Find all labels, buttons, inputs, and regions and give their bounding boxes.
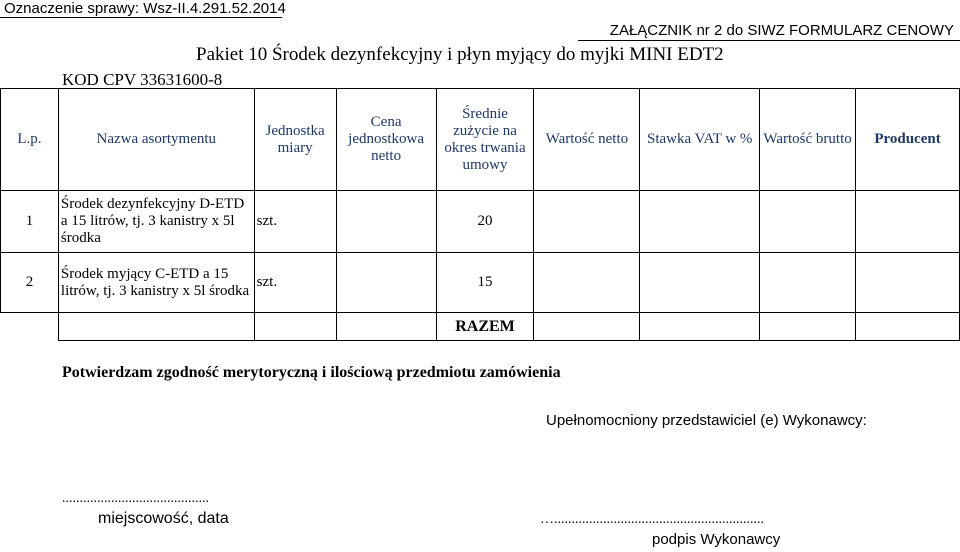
row-avg-usage: 20 bbox=[436, 191, 534, 253]
place-date-label: miejscowość, data bbox=[98, 510, 229, 527]
row-vat-rate[interactable] bbox=[640, 253, 760, 313]
row-gross-value[interactable] bbox=[760, 253, 856, 313]
row-unit-price[interactable] bbox=[336, 191, 436, 253]
signature-label: podpis Wykonawcy bbox=[652, 531, 781, 548]
row-name: Środek myjący C-ETD a 15 litrów, tj. 3 kanistry x 5l środka bbox=[58, 253, 254, 313]
col-header-unit: Jednostka miary bbox=[254, 89, 336, 191]
total-blank-cell bbox=[58, 313, 254, 341]
total-blank-cell bbox=[1, 313, 59, 341]
signature-dots: …............................................................ bbox=[540, 512, 764, 527]
row-avg-usage: 15 bbox=[436, 253, 534, 313]
row-net-value[interactable] bbox=[534, 253, 640, 313]
attachment-underline bbox=[578, 40, 960, 41]
package-title: Pakiet 10 Środek dezynfekcyjny i płyn myjący do myjki MINI EDT2 bbox=[196, 44, 724, 65]
case-reference-underline bbox=[0, 17, 282, 18]
total-blank-cell bbox=[640, 313, 760, 341]
case-reference: Oznaczenie sprawy: Wsz-II.4.291.52.2014 bbox=[4, 0, 286, 17]
cpv-code: KOD CPV 33631600-8 bbox=[62, 70, 223, 89]
row-gross-value[interactable] bbox=[760, 191, 856, 253]
col-header-gross-value: Wartość brutto bbox=[760, 89, 856, 191]
total-gross-value[interactable] bbox=[760, 313, 856, 341]
total-row bbox=[1, 313, 960, 341]
attachment-label: ZAŁĄCZNIK nr 2 do SIWZ FORMULARZ CENOWY bbox=[609, 22, 954, 39]
total-net-value[interactable] bbox=[534, 313, 640, 341]
col-header-producer: Producent bbox=[856, 89, 960, 191]
total-blank-cell bbox=[336, 313, 436, 341]
col-header-lp: L.p. bbox=[1, 89, 59, 191]
row-unit: szt. bbox=[254, 191, 336, 253]
price-table bbox=[0, 88, 960, 341]
row-unit: szt. bbox=[254, 253, 336, 313]
authorized-representative: Upełnomocniony przedstawiciel (e) Wykonawcy: bbox=[546, 412, 867, 429]
place-date-dots: .......................................... bbox=[62, 491, 209, 506]
col-header-unit-price: Cena jednostkowa netto bbox=[336, 89, 436, 191]
table-header-row bbox=[1, 89, 960, 191]
total-label: RAZEM bbox=[436, 313, 534, 341]
row-lp: 1 bbox=[1, 191, 59, 253]
col-header-net-value: Wartość netto bbox=[534, 89, 640, 191]
total-blank-cell bbox=[254, 313, 336, 341]
confirmation-text: Potwierdzam zgodność merytoryczną i ilościową przedmiotu zamówienia bbox=[62, 364, 561, 381]
table-row bbox=[1, 253, 960, 313]
row-unit-price[interactable] bbox=[336, 253, 436, 313]
row-net-value[interactable] bbox=[534, 191, 640, 253]
row-producer[interactable] bbox=[856, 191, 960, 253]
row-vat-rate[interactable] bbox=[640, 191, 760, 253]
row-name: Środek dezynfekcyjny D-ETD a 15 litrów, tj. 3 kanistry x 5l środka bbox=[58, 191, 254, 253]
row-lp: 2 bbox=[1, 253, 59, 313]
table-row bbox=[1, 191, 960, 253]
total-blank-cell bbox=[856, 313, 960, 341]
col-header-name: Nazwa asortymentu bbox=[58, 89, 254, 191]
row-producer[interactable] bbox=[856, 253, 960, 313]
col-header-vat-rate: Stawka VAT w % bbox=[640, 89, 760, 191]
col-header-avg-usage: Średnie zużycie na okres trwania umowy bbox=[436, 89, 534, 191]
